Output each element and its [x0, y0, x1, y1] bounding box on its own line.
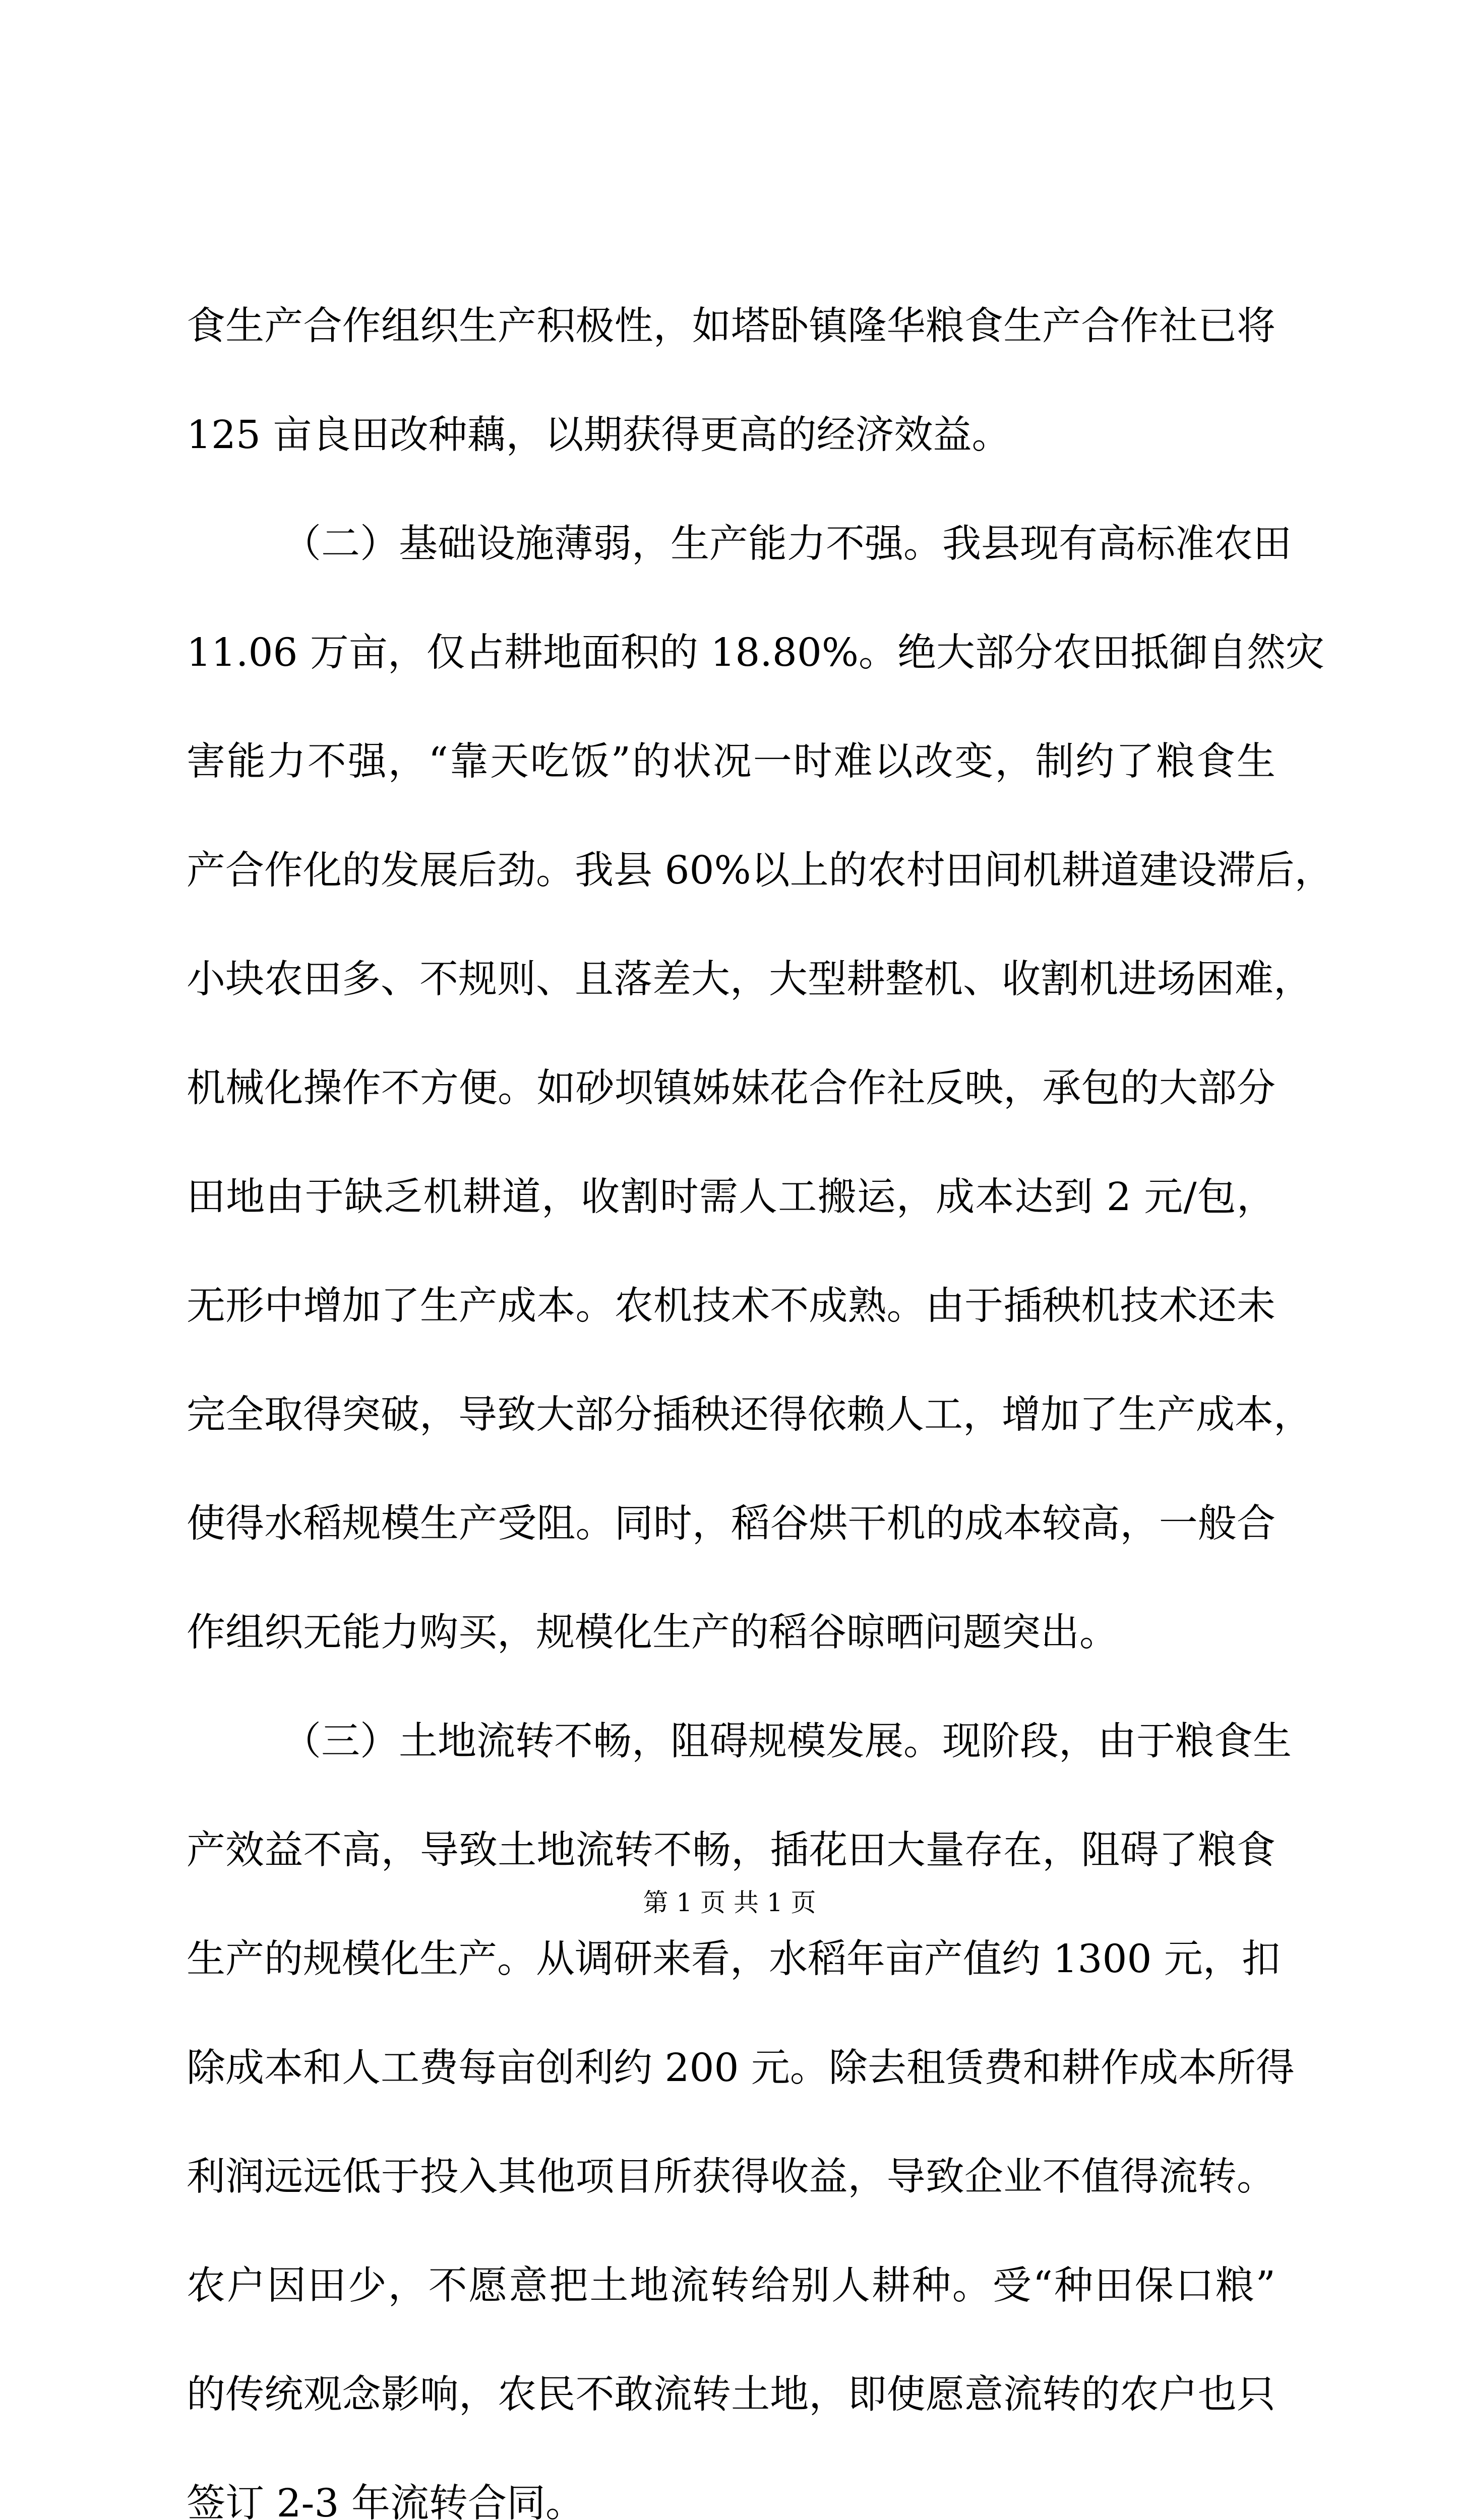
text-line: 作组织无能力购买，规模化生产的稻谷晾晒问题突出。	[187, 1610, 1118, 1655]
text-line: 的传统观念影响，农民不敢流转土地，即使愿意流转的农户也只	[187, 2372, 1275, 2417]
document-body	[187, 272, 1333, 2520]
page-footer: 第 1 页 共 1 页	[643, 1888, 816, 1917]
paragraph-heading-line: （二）基础设施薄弱，生产能力不强。我县现有高标准农田	[282, 522, 1292, 566]
text-line: 农户因田少，不愿意把土地流转给别人耕种。受“种田保口粮”	[187, 2263, 1275, 2308]
text-line: 食生产合作组织生产积极性，如塔卧镇隆华粮食生产合作社已将	[187, 304, 1275, 349]
text-line: 无形中增加了生产成本。农机技术不成熟。由于插秧机技术还未	[187, 1284, 1275, 1329]
text-line: 田地由于缺乏机耕道，收割时需人工搬运，成本达到 2 元/包，	[187, 1175, 1275, 1220]
text-line: 机械化操作不方便。如砂坝镇姊妹花合作社反映，承包的大部分	[187, 1066, 1275, 1111]
text-line: 完全取得突破，导致大部分插秧还得依赖人工，增加了生产成本，	[187, 1393, 1312, 1437]
text-line: 11.06 万亩，仅占耕地面积的 18.80%。绝大部分农田抵御自然灾	[187, 631, 1324, 675]
text-line: 小块农田多、不规则、且落差大，大型耕整机、收割机进场困难，	[187, 957, 1312, 1002]
text-line: 使得水稻规模生产受阻。同时，稻谷烘干机的成本较高，一般合	[187, 1501, 1275, 1546]
text-line: 产效益不高，导致土地流转不畅，插花田大量存在，阻碍了粮食	[187, 1828, 1275, 1873]
text-line: 害能力不强，“靠天吃饭”的状况一时难以改变，制约了粮食生	[187, 739, 1275, 784]
text-line: 除成本和人工费每亩创利约 200 元。除去租赁费和耕作成本所得	[187, 2046, 1295, 2091]
text-line: 125 亩良田改种藕，以期获得更高的经济效益。	[187, 413, 1011, 458]
text-line: 产合作化的发展后劲。我县 60%以上的农村田间机耕道建设滞后，	[187, 848, 1333, 893]
text-line: 生产的规模化生产。从调研来看，水稻年亩产值约 1300 元，扣	[187, 1937, 1281, 1982]
text-line: 利润远远低于投入其他项目所获得收益，导致企业不值得流转。	[187, 2155, 1275, 2199]
paragraph-heading-line: （三）土地流转不畅，阻碍规模发展。现阶段，由于粮食生	[282, 1719, 1292, 1764]
text-line: 签订 2-3 年流转合同。	[187, 2481, 584, 2520]
